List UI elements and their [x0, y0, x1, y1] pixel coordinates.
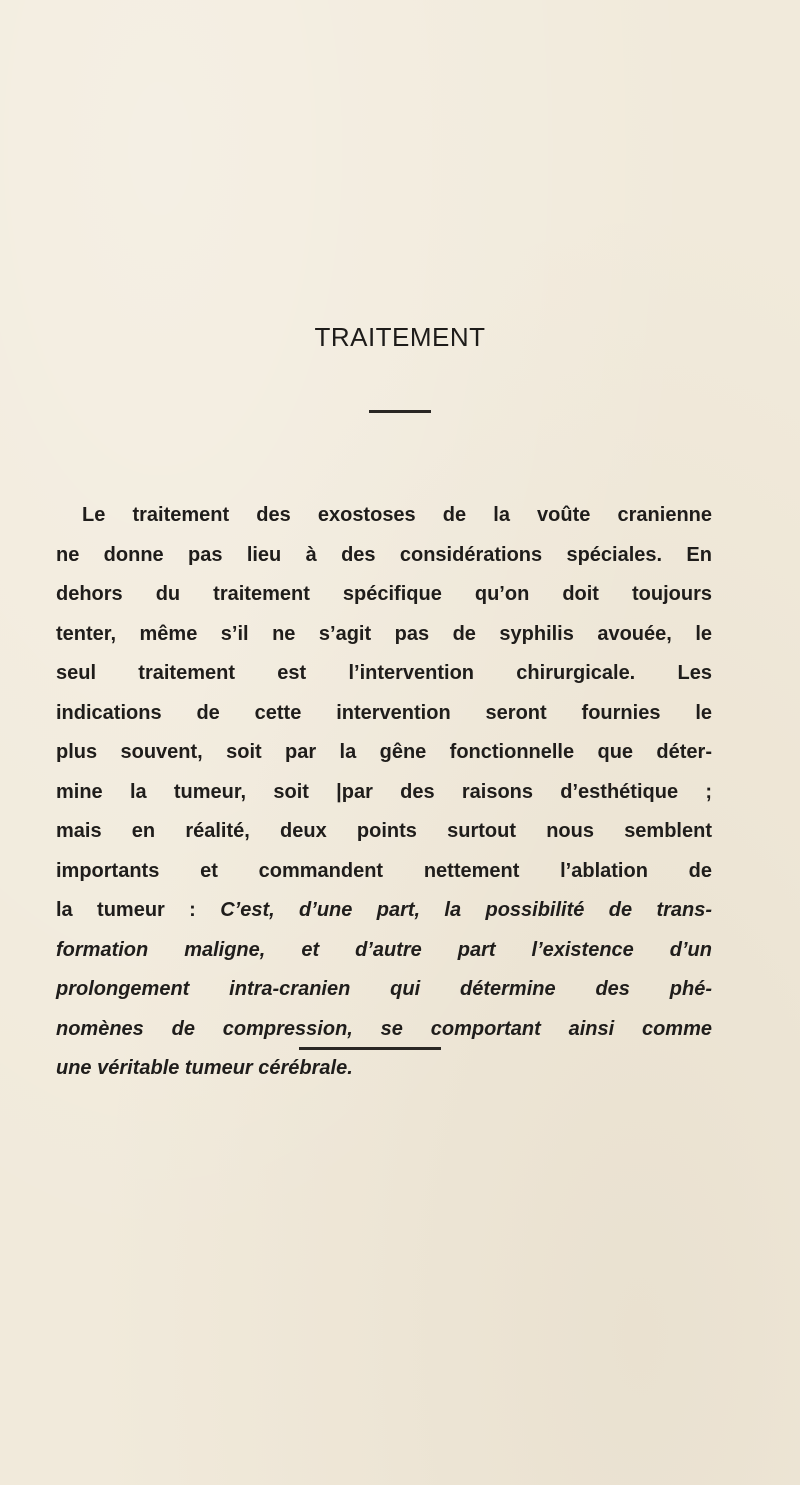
end-divider [299, 1047, 441, 1050]
page-title: TRAITEMENT [314, 322, 486, 352]
paragraph-line: indications de cette intervention seront fournies le [56, 701, 712, 724]
italic-text: une véritable tumeur cérébrale. [56, 1057, 353, 1079]
paragraph-line: plus souvent, soit par la gêne fonctionnelle que déter- [56, 741, 712, 763]
paragraph-line: seul traitement est l’intervention chirurgicale. Les [56, 662, 712, 684]
italic-text: nomènes de compression, se comportant ainsi comme [56, 1017, 712, 1040]
paragraph-line: ne donne pas lieu à des considérations spéciales. En [56, 543, 712, 566]
paragraph-line: dehors du traitement spécifique qu’on doit toujours [56, 583, 712, 605]
paragraph-line: mais en réalité, deux points surtout nous semblent [56, 820, 712, 842]
italic-text: formation maligne, et d’autre part l’existence d’un [56, 938, 712, 961]
paragraph-line: tenter, même s’il ne s’agit pas de syphilis avouée, le [56, 622, 712, 645]
paragraph-line-mixed [56, 891, 712, 931]
paragraph-line-italic [56, 931, 712, 971]
paragraph-line-italic [56, 1010, 712, 1050]
paragraph-line: mine la tumeur, soit |par des raisons d’esthétique ; [56, 780, 712, 803]
body-paragraph [56, 496, 712, 1089]
paragraph-line: Le traitement des exostoses de la voûte cranienne [82, 504, 712, 526]
paragraph-line-italic [56, 970, 712, 1010]
paragraph-line: importants et commandent nettement l’ablation de [56, 859, 712, 882]
italic-text: prolongement intra-cranien qui détermine des phé- [56, 978, 712, 1000]
title-divider [369, 410, 431, 413]
paragraph-line-italic [56, 1049, 712, 1089]
italic-text: C’est, d’une part, la possibilité de trans- [220, 899, 713, 921]
plain-text: la tumeur : [56, 899, 221, 921]
